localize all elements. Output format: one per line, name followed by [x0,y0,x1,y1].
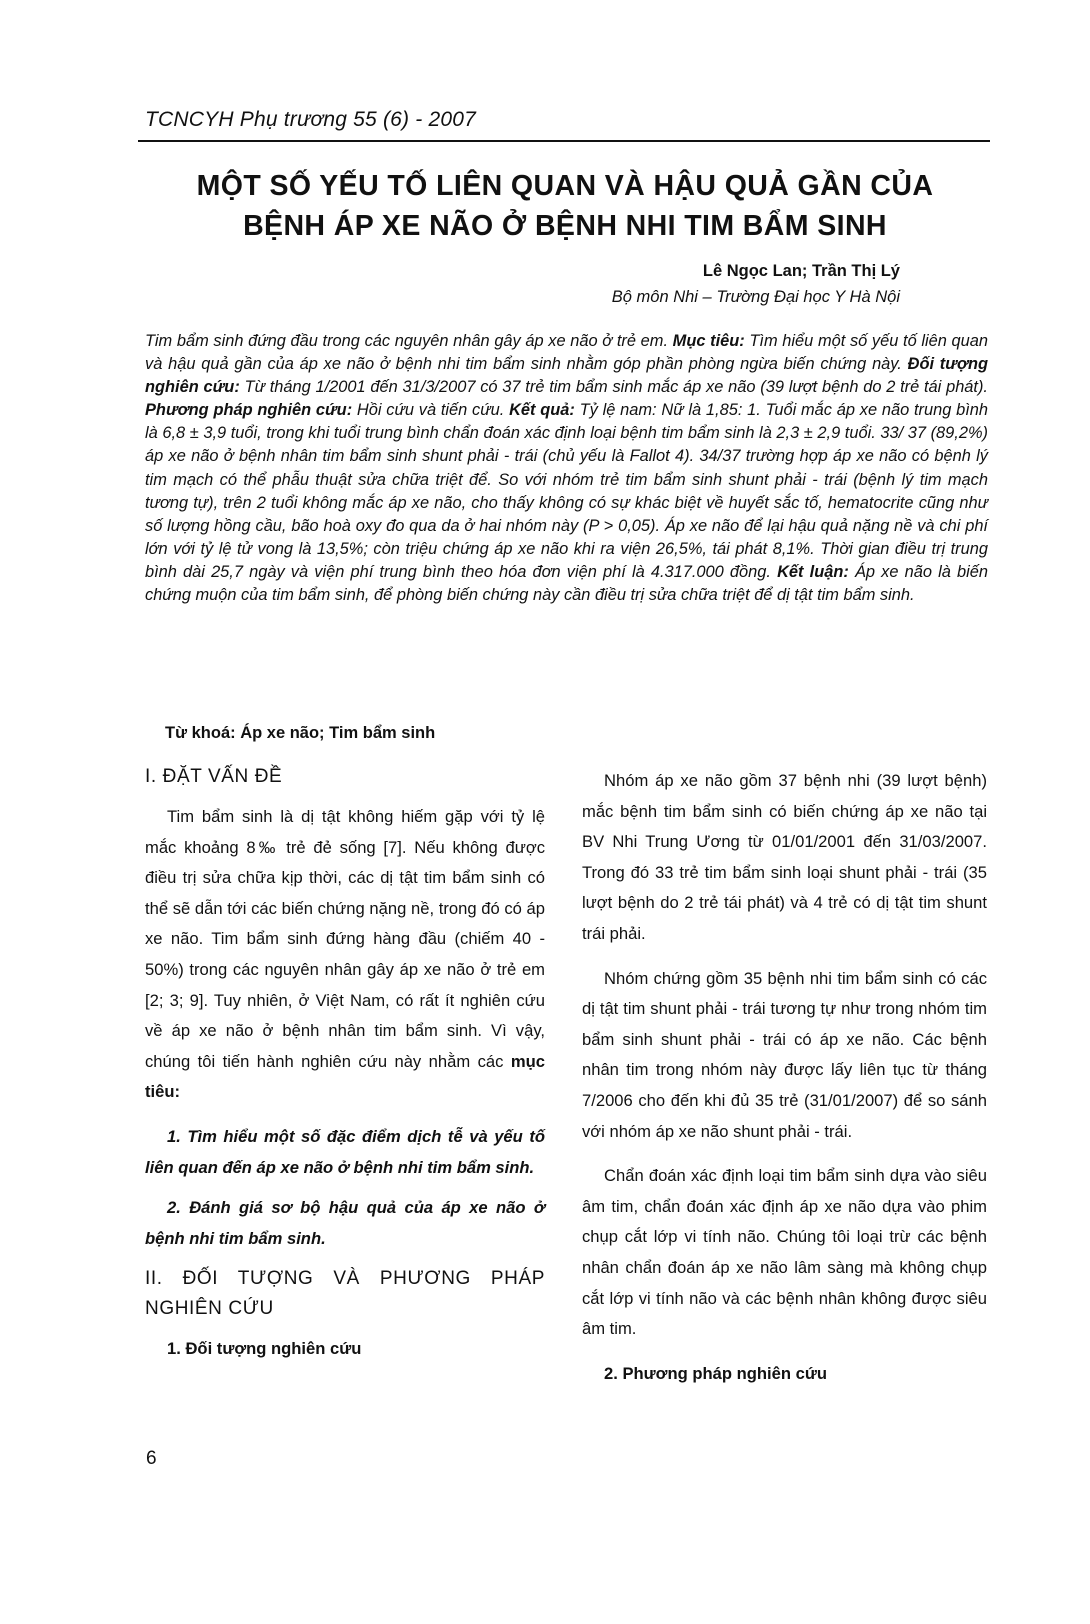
abstract-objective-text: Tìm hiểu một số yếu tố liên quan và hậu quả gần của áp xe não ở bệnh nhi tim bẩm sinh nhằm góp phần phòng ngừa biến chứng này. [145,332,988,374]
keywords: Từ khoá: Áp xe não; Tim bẩm sinh [165,724,436,742]
right-column [582,766,987,1389]
abstract-subjects-text: Từ tháng 1/2001 đến 31/3/2007 có 37 trẻ tim bẩm sinh mắc áp xe não (39 lượt bệnh do 2 trẻ tái phát). [239,378,988,397]
intro-paragraph [145,802,545,1108]
intro-text: Tim bẩm sinh là dị tật không hiếm gặp với tỷ lệ mắc khoảng 8‰ trẻ đẻ sống [7]. Nếu không được điều trị sửa chữa kịp thời, các dị tật tim bẩm sinh có thể sẽ dẫn tới các biến chứng nặng nề, trong đó có áp xe não. Tim bẩm sinh đứng hàng đầu (chiếm 40 - 50%) trong các nguyên nhân gây áp xe não ở trẻ em [2; 3; 9]. Tuy nhiên, ở Việt Nam, có rất ít nghiên cứu về áp xe não ở bệnh nhân tim bẩm sinh. Vì vậy, chúng tôi tiến hành nghiên cứu này nhằm các [145,807,545,1071]
control-group-paragraph: Nhóm chứng gồm 35 bệnh nhi tim bẩm sinh có các dị tật tim shunt phải - trái tương tự như trong nhóm tim bẩm sinh shunt phải - trái có áp xe não. Các bệnh nhân tim trong nhóm này được lấy liên tục từ tháng 7/2006 cho đến khi đủ 35 trẻ (31/01/2007) để so sánh với nhóm áp xe não shunt phải - trái. [582,968,987,1141]
article-title [140,166,990,246]
abstract-intro: Tim bẩm sinh đứng đầu trong các nguyên nhân gây áp xe não ở trẻ em. [145,332,673,350]
subsection-1-heading: 1. Đối tượng nghiên cứu [167,1339,362,1359]
title-line-2: BỆNH ÁP XE NÃO Ở BỆNH NHI TIM BẨM SINH [243,210,887,242]
authors: Lê Ngọc Lan; Trần Thị Lý [702,262,900,280]
abstract-objective-label: Mục tiêu: [672,332,745,350]
abstract-subjects-label: Đối tượng nghiên cứu: [145,355,988,397]
title-line-1: MỘT SỐ YẾU TỐ LIÊN QUAN VÀ HẬU QUẢ GẦN CỦA [196,170,934,202]
abstract-methods-label: Phương pháp nghiên cứu: [145,401,353,420]
section-1-heading: I. ĐẶT VẤN ĐỀ [145,766,283,787]
section-2-heading: II. ĐỐI TƯỢNG VÀ PHƯƠNG PHÁP NGHIÊN CỨU [145,1268,545,1320]
abstract [145,330,988,607]
study-group-paragraph: Nhóm áp xe não gồm 37 bệnh nhi (39 lượt bệnh) mắc bệnh tim bẩm sinh có biến chứng áp xe não tại BV Nhi Trung Ương từ 01/01/2001 đến 31/03/2007. Trong đó 33 trẻ tim bẩm sinh loại shunt phải - trái (35 lượt bệnh do 2 trẻ tái phát) và 4 trẻ có dị tật tim shunt trái phải. [582,771,987,943]
goal-1: 1. Tìm hiểu một số đặc điểm dịch tễ và yếu tố liên quan đến áp xe não ở bệnh nhi tim bẩm sinh. [145,1126,545,1177]
abstract-conclusion-label: Kết luận: [777,562,849,581]
diagnosis-paragraph: Chẩn đoán xác định loại tim bẩm sinh dựa vào siêu âm tim, chẩn đoán xác định áp xe não dựa vào phim chụp cắt lớp vi tính não. Chúng tôi loại trừ các bệnh nhân chẩn đoán áp xe não lâm sàng mà không chụp cắt lớp vi tính não và các bệnh nhân không được siêu âm tim. [582,1166,987,1339]
journal-header: TCNCYH Phụ trương 55 (6) - 2007 [145,108,476,131]
abstract-results-label: Kết quả: [509,401,575,420]
objectives-label: mục tiêu: [145,1051,545,1102]
subsection-2-heading: 2. Phương pháp nghiên cứu [604,1363,827,1383]
abstract-results-text: Tỷ lệ nam: Nữ là 1,85: 1. Tuổi mắc áp xe não trung bình là 6,8 ± 3,9 tuổi, trong khi tuổi trung bình chẩn đoán xác định loại bệnh tim bẩm sinh là 2,3 ± 2,9 tuổi. 33/ 37 (89,2%) áp xe não ở bệnh nhân tim bẩm sinh shunt phải - trái (chủ yếu là Fallot 4). 34/37 trường hợp áp xe não có bệnh lý tim mạch có thể phẫu thuật sửa chữa triệt để. So với nhóm trẻ tim bẩm sinh shunt phải - trái (bệnh lý tim mạch tương tự), trên 2 tuổi không mắc áp xe não, cho thấy không có sự khác biệt về huyết sắc tố, hematocrite cũng như số lượng hồng cầu, bão hoà oxy đo qua da ở hai nhóm này (P > 0,05). Áp xe não để lại hậu quả nặng nề và chi phí lớn với tỷ lệ tử vong là 13,5%; còn triệu chứng áp xe não khi ra viện 26,5%, tái phát 8,1%. Thời gian điều trị trung bình dài 25,7 ngày và viện phí trung bình theo hóa đơn viện phí là 4.317.000 đồng. [145,401,989,581]
left-column [145,762,545,1365]
page-number: 6 [146,1448,157,1469]
affiliation: Bộ môn Nhi – Trường Đại học Y Hà Nội [611,288,900,306]
header-rule [138,140,990,142]
abstract-methods-text: Hồi cứu và tiến cứu. [352,401,510,420]
goal-2: 2. Đánh giá sơ bộ hậu quả của áp xe não ở bệnh nhi tim bẩm sinh. [145,1198,545,1248]
abstract-conclusion-text: Áp xe não là biến chứng muộn của tim bẩm sinh, để phòng biến chứng này cần điều trị sửa chữa triệt để dị tật tim bẩm sinh. [145,562,988,605]
